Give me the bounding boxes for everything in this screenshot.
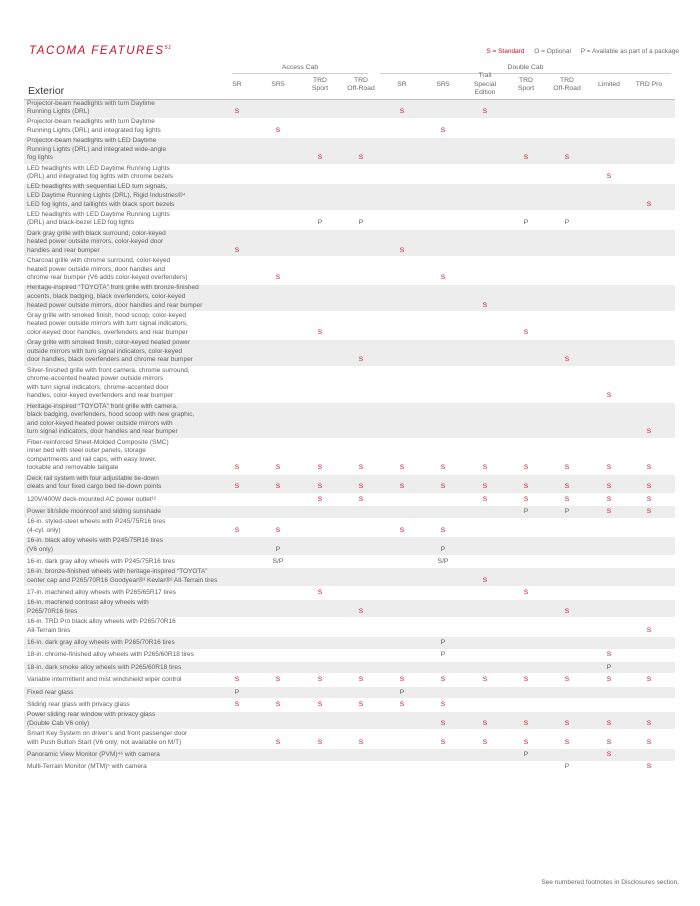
table-row bbox=[24, 312, 675, 339]
feature-label: Smart Key System on driver’s and front passenger door with Push Button Start (V6 only; not available on M/T) bbox=[27, 730, 188, 746]
availability-cell: S bbox=[523, 154, 529, 162]
availability-cell: S bbox=[646, 738, 652, 746]
availability-cell: S bbox=[440, 464, 446, 472]
availability-cell: S bbox=[399, 246, 405, 254]
table-row bbox=[24, 662, 675, 674]
table-row bbox=[24, 556, 675, 568]
availability-cell: S bbox=[564, 483, 570, 491]
availability-cell: S bbox=[606, 173, 612, 181]
availability-cell: S bbox=[440, 274, 446, 282]
legend-standard: S = Standard bbox=[486, 48, 525, 55]
availability-cell: S bbox=[564, 719, 570, 727]
footnote: See numbered footnotes in Disclosures section. bbox=[541, 879, 679, 886]
table-row bbox=[24, 587, 675, 599]
availability-cell: S bbox=[606, 392, 612, 400]
availability-cell: S bbox=[606, 483, 612, 491]
table-row bbox=[24, 138, 675, 165]
availability-cell: P bbox=[399, 688, 405, 696]
table-row bbox=[24, 519, 675, 538]
column-header: TRD Pro bbox=[635, 80, 663, 88]
column-header: TRD Sport bbox=[311, 76, 329, 92]
feature-label: Variable intermittent and mist windshield wiper control bbox=[27, 676, 182, 684]
availability-cell: S bbox=[358, 495, 364, 503]
availability-cell: S bbox=[482, 464, 488, 472]
feature-label: 18-in. dark smoke alloy wheels with P265/60R18 tires bbox=[27, 663, 182, 671]
availability-cell: S bbox=[564, 676, 570, 684]
feature-label: 120V/400W deck-mounted AC power outlet¹² bbox=[27, 495, 156, 503]
availability-cell: S bbox=[606, 507, 612, 515]
availability-cell: P bbox=[358, 219, 364, 227]
availability-cell: S bbox=[564, 495, 570, 503]
availability-cell: S bbox=[523, 328, 529, 336]
availability-cell: S bbox=[275, 738, 281, 746]
availability-cell: P bbox=[564, 507, 570, 515]
availability-cell: S bbox=[482, 483, 488, 491]
availability-cell: S bbox=[482, 719, 488, 727]
column-header: SR bbox=[397, 80, 407, 88]
feature-label: Fiber-reinforced Sheet-Molded Composite (SMC) inner bed with steel outer panels, storage compartments and rail caps, with easy lower, lockable and removable tailgate bbox=[27, 438, 169, 472]
column-header: SR5 bbox=[436, 80, 450, 88]
availability-cell: S bbox=[440, 526, 446, 534]
availability-cell: S bbox=[482, 576, 488, 584]
column-header: TRD Sport bbox=[517, 76, 535, 92]
availability-cell: S bbox=[317, 483, 323, 491]
availability-cell: S bbox=[646, 719, 652, 727]
section-title: Exterior bbox=[28, 85, 65, 97]
availability-cell: S bbox=[564, 154, 570, 162]
availability-cell: S bbox=[646, 626, 652, 634]
table-row bbox=[24, 285, 675, 312]
legend bbox=[486, 48, 679, 55]
availability-cell: S bbox=[606, 495, 612, 503]
availability-cell: S bbox=[275, 464, 281, 472]
availability-cell: S bbox=[358, 483, 364, 491]
availability-cell: S bbox=[358, 676, 364, 684]
availability-cell: S bbox=[275, 526, 281, 534]
table-row bbox=[24, 165, 675, 184]
availability-cell: S bbox=[317, 464, 323, 472]
availability-cell: P bbox=[564, 763, 570, 771]
feature-label: 16-in. dark gray alloy wheels with P265/70R16 tires bbox=[27, 639, 175, 647]
availability-cell: S bbox=[564, 738, 570, 746]
feature-label: Silver-finished grille with front camera, chrome surround, chrome-accented heated power outside mirrors with turn signal indicators, chrome-accented door handles, color-keyed overfenders and rear bumper bbox=[27, 366, 190, 400]
availability-cell: S bbox=[482, 108, 488, 116]
feature-label: Gray grille with smoked finish, hood scoop, color-keyed heated power outside mirrors with turn signal indicators, color-keyed door handles, overfenders and rear bumper bbox=[27, 311, 188, 336]
availability-cell: S bbox=[482, 738, 488, 746]
feature-label: LED headlights with LED Daytime Running Lights (DRL) and integrated fog lights with chrome bezels bbox=[27, 164, 173, 181]
column-header: SR bbox=[232, 80, 242, 88]
availability-cell: S bbox=[399, 108, 405, 116]
table-row bbox=[24, 537, 675, 556]
availability-cell: S bbox=[606, 719, 612, 727]
availability-cell: S bbox=[482, 301, 488, 309]
availability-cell: S bbox=[275, 701, 281, 709]
feature-label: 17-in. machined alloy wheels with P265/65R17 tires bbox=[27, 589, 176, 597]
feature-label: 16-in. bronze-finished wheels with heritage-inspired “TOYOTA” center cap and P265/70R16 Goodyear®³ Kevlar®³ All-Terrain tires bbox=[27, 568, 218, 584]
availability-cell: S bbox=[317, 328, 323, 336]
table-row bbox=[24, 439, 675, 475]
availability-cell: S/P bbox=[437, 557, 449, 565]
feature-label: 16-in. machined contrast alloy wheels with P265/70R16 tires bbox=[27, 599, 149, 615]
availability-cell: S bbox=[275, 483, 281, 491]
availability-cell: S bbox=[440, 719, 446, 727]
feature-label: 16-in. dark gray alloy wheels with P245/75R16 tires bbox=[27, 557, 175, 565]
group-access-cab: Access Cab bbox=[232, 64, 368, 74]
column-header: SR5 bbox=[271, 80, 285, 88]
feature-table bbox=[24, 100, 675, 774]
table-row bbox=[24, 119, 675, 138]
availability-cell: P bbox=[440, 545, 446, 553]
table-row bbox=[24, 650, 675, 662]
availability-cell: S bbox=[523, 719, 529, 727]
availability-cell: P bbox=[523, 219, 529, 227]
table-row bbox=[24, 184, 675, 211]
feature-label: 18-in. chrome-finished alloy wheels with P265/60R18 tires bbox=[27, 651, 194, 659]
availability-cell: S bbox=[234, 701, 240, 709]
availability-cell: S bbox=[606, 464, 612, 472]
feature-label: LED headlights with LED Daytime Running Lights (DRL) and black-bezel LED fog lights bbox=[27, 210, 170, 227]
availability-cell: P bbox=[275, 545, 281, 553]
availability-cell: P bbox=[440, 639, 446, 647]
availability-cell: S bbox=[646, 483, 652, 491]
availability-cell: S bbox=[440, 483, 446, 491]
availability-cell: S bbox=[317, 676, 323, 684]
availability-cell: S bbox=[482, 676, 488, 684]
table-row bbox=[24, 618, 675, 637]
availability-cell: S bbox=[399, 483, 405, 491]
availability-cell: S bbox=[317, 495, 323, 503]
availability-cell: S bbox=[358, 738, 364, 746]
availability-cell: S bbox=[482, 495, 488, 503]
feature-label: 16-in. styled-steel wheels with P245/75R16 tires (4-cyl. only) bbox=[27, 518, 166, 534]
table-row bbox=[24, 568, 675, 587]
availability-cell: S bbox=[440, 738, 446, 746]
availability-cell: S bbox=[317, 701, 323, 709]
availability-cell: S bbox=[564, 464, 570, 472]
availability-cell: S bbox=[234, 483, 240, 491]
availability-cell: S bbox=[234, 108, 240, 116]
table-row bbox=[24, 257, 675, 284]
availability-cell: S bbox=[646, 200, 652, 208]
availability-cell: P bbox=[523, 751, 529, 758]
availability-cell: S bbox=[564, 356, 570, 364]
feature-label: Power sliding rear window with privacy glass (Double Cab V6 only) bbox=[27, 711, 156, 727]
table-row bbox=[24, 403, 675, 439]
availability-cell: S bbox=[523, 589, 529, 597]
availability-cell: S bbox=[358, 154, 364, 162]
table-row bbox=[24, 367, 675, 403]
availability-cell: P bbox=[440, 651, 446, 659]
feature-label: Panoramic View Monitor (PVM)⁴⁶ with camera bbox=[27, 751, 160, 758]
availability-cell: P bbox=[606, 663, 612, 671]
feature-label: Gray grille with smoked finish, color-keyed heated power outside mirrors with turn signal indicators, color-keyed door handles, black overfenders and chrome rear bumper bbox=[27, 339, 193, 364]
availability-cell: S bbox=[358, 701, 364, 709]
table-row bbox=[24, 674, 675, 686]
table-row bbox=[24, 712, 675, 731]
availability-cell: S bbox=[646, 763, 652, 771]
group-double-cab: Double Cab bbox=[380, 64, 671, 74]
availability-cell: S bbox=[646, 495, 652, 503]
column-header: Limited bbox=[598, 80, 620, 88]
feature-label: Power tilt/slide moonroof and sliding sunshade bbox=[27, 507, 162, 515]
table-row bbox=[24, 475, 675, 494]
feature-label: Dark gray grille with black surround, color-keyed heated power outside mirrors, color-keyed door handles and rear bumper bbox=[27, 229, 166, 254]
availability-cell: S bbox=[440, 127, 446, 134]
availability-cell: S bbox=[317, 154, 323, 162]
availability-cell: S bbox=[317, 738, 323, 746]
availability-cell: S bbox=[234, 526, 240, 534]
availability-cell: S bbox=[646, 428, 652, 436]
table-row bbox=[24, 637, 675, 649]
availability-cell: S bbox=[523, 483, 529, 491]
table-row bbox=[24, 730, 675, 749]
availability-cell: S bbox=[646, 676, 652, 684]
availability-cell: S bbox=[234, 246, 240, 254]
table-row bbox=[24, 749, 675, 761]
table-row bbox=[24, 340, 675, 367]
availability-cell: S bbox=[358, 356, 364, 364]
feature-label: Heritage-inspired “TOYOTA” front grille with bronze-finished accents, black badging, black overfenders, color-keyed heated power outside mirrors, door handles and rear bumper bbox=[27, 284, 203, 309]
availability-cell: S bbox=[646, 464, 652, 472]
availability-cell: S bbox=[523, 464, 529, 472]
table-row bbox=[24, 506, 675, 518]
feature-label: Projector-beam headlights with turn Daytime Running Lights (DRL) bbox=[27, 99, 155, 116]
page-title: TACOMA FEATURES$^{51}$ bbox=[29, 45, 172, 57]
column-header: TRD Off-Road bbox=[347, 76, 375, 92]
availability-cell: S bbox=[275, 274, 281, 282]
table-row bbox=[24, 687, 675, 699]
legend-optional: O = Optional bbox=[534, 48, 571, 55]
availability-cell: S bbox=[606, 676, 612, 684]
feature-label: 16-in. TRD Pro black alloy wheels with P265/70R16 All-Terrain tires bbox=[27, 618, 176, 634]
availability-cell: S bbox=[234, 464, 240, 472]
table-row bbox=[24, 762, 675, 774]
table-row bbox=[24, 699, 675, 711]
availability-cell: S bbox=[646, 507, 652, 515]
availability-cell: S bbox=[275, 127, 281, 134]
table-row bbox=[24, 100, 675, 119]
availability-cell: S bbox=[606, 751, 612, 758]
availability-cell: S/P bbox=[272, 557, 284, 565]
availability-cell: S bbox=[440, 701, 446, 709]
availability-cell: S bbox=[358, 464, 364, 472]
feature-label: Sliding rear glass with privacy glass bbox=[27, 701, 130, 709]
availability-cell: S bbox=[399, 676, 405, 684]
availability-cell: P bbox=[317, 219, 323, 227]
feature-label: 16-in. black alloy wheels with P245/75R16 tires (V6 only) bbox=[27, 536, 163, 553]
feature-label: LED headlights with sequential LED turn signals, LED Daytime Running Lights (DRL), Rigid Industries®⁴ LED fog lights, and taillights with black sport bezels bbox=[27, 183, 186, 208]
availability-cell: S bbox=[606, 738, 612, 746]
availability-cell: S bbox=[317, 589, 323, 597]
availability-cell: S bbox=[275, 676, 281, 684]
availability-cell: S bbox=[564, 607, 570, 615]
feature-label: Heritage-inspired “TOYOTA” front grille with camera, black badging, overfenders, hood scoop with new graphic, and color-keyed heated power outside mirrors with turn signal indicators, door handles and rear bumper bbox=[27, 402, 195, 436]
availability-cell: S bbox=[523, 676, 529, 684]
availability-cell: S bbox=[399, 701, 405, 709]
table-row bbox=[24, 211, 675, 230]
feature-label: Projector-beam headlights with LED Daytime Running Lights (DRL) and integrated wide-angle fog lights bbox=[27, 137, 167, 162]
legend-package: P = Available as part of a package bbox=[580, 48, 679, 55]
availability-cell: P bbox=[234, 688, 240, 696]
feature-label: Deck rail system with four adjustable tie-down cleats and four fixed cargo bed tie-down points bbox=[27, 474, 162, 491]
table-row bbox=[24, 600, 675, 619]
table-row bbox=[24, 494, 675, 506]
availability-cell: S bbox=[523, 495, 529, 503]
availability-cell: S bbox=[234, 676, 240, 684]
availability-cell: S bbox=[440, 676, 446, 684]
availability-cell: S bbox=[523, 738, 529, 746]
column-header: Trail Special Edition bbox=[473, 72, 497, 97]
feature-label: Multi-Terrain Monitor (MTM)⁵ with camera bbox=[27, 763, 147, 771]
availability-cell: S bbox=[399, 526, 405, 534]
availability-cell: P bbox=[564, 219, 570, 227]
feature-label: Projector-beam headlights with turn Daytime Running Lights (DRL) and integrated fog lights bbox=[27, 118, 161, 134]
availability-cell: P bbox=[523, 507, 529, 515]
feature-label: Fixed rear glass bbox=[27, 688, 74, 696]
feature-label: Charcoal grille with chrome surround, color-keyed heated power outside mirrors, door handles and chrome rear bumper (V6 adds color-keyed overfenders) bbox=[27, 256, 188, 282]
availability-cell: S bbox=[358, 607, 364, 615]
availability-cell: S bbox=[606, 651, 612, 659]
column-header: TRD Off-Road bbox=[553, 76, 581, 92]
availability-cell: S bbox=[399, 464, 405, 472]
table-row bbox=[24, 230, 675, 257]
